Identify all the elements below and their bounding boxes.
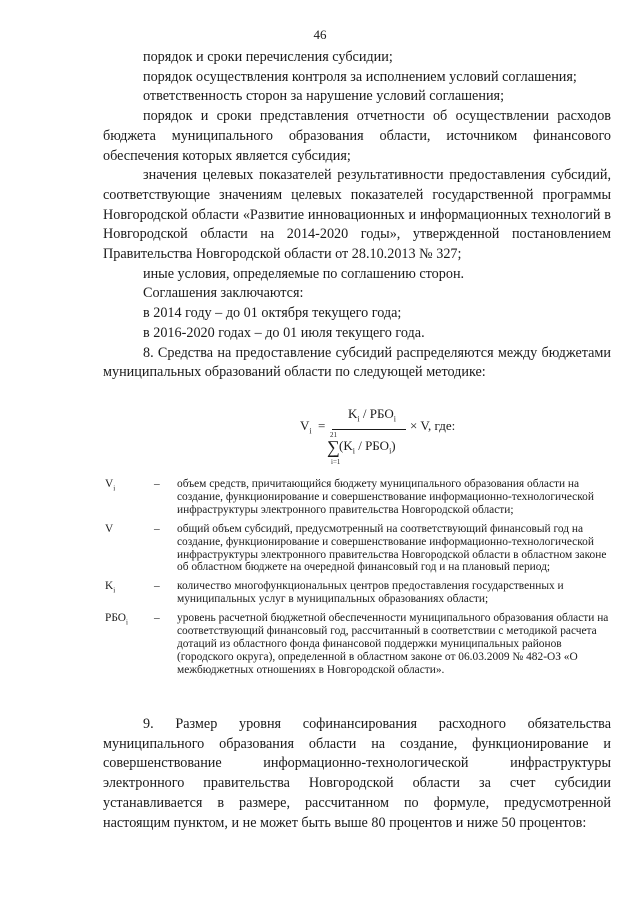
definition-symbol: $РБО_i$ xyxy=(105,612,128,627)
definition-text: общий объем субсидий, предусмотренный на соответствующий финансовый год на создание, функционирование и совершенствование информационно-технологической инфраструктуры электронного правительства Новгородской области в областном законе об областном бюджете на очередной финансовый год и на плановый период; xyxy=(177,522,607,574)
definition-dash: – xyxy=(154,478,160,490)
variable-definitions xyxy=(105,478,615,677)
definition-rbo xyxy=(105,612,615,677)
definition-text: уровень расчетной бюджетной обеспеченности муниципального образования области на соответствующий финансовый год, рассчитанный в соответствии с методикой расчета дотаций из областного фонда финансовой поддержки муниципальных районов (городского округа), определенной в областном законе от 06.03.2009 № 482-ОЗ «О межбюджетных отношениях в Новгородской области». xyxy=(177,612,609,676)
paragraph-control-procedure: порядок осуществления контроля за исполнением условий соглашения; xyxy=(143,68,577,85)
sum-lower-limit: i=1 xyxy=(331,458,341,466)
formula-equals: = xyxy=(318,418,326,433)
definition-symbol: $V_i$ xyxy=(105,478,116,493)
paragraph-deadline-2016-2020: в 2016-2020 годах – до 01 июля текущего года. xyxy=(143,324,425,341)
definition-text: количество многофункциональных центров предоставления государственных и муниципальных услуг в муниципальных образованиях области; xyxy=(177,580,564,606)
formula-tail: × V, где: xyxy=(410,418,456,433)
definition-ki xyxy=(105,580,615,606)
paragraph-transfer-terms: порядок и сроки перечисления субсидии; xyxy=(143,49,393,65)
formula-numerator: $K_i / РБО_i$ xyxy=(348,406,396,424)
formula-denominator: $(K_i / РБО_i)$ xyxy=(339,438,396,456)
document-body xyxy=(103,48,611,383)
definition-vi xyxy=(105,478,615,517)
definition-v xyxy=(105,523,615,575)
definition-symbol: $K_i$ xyxy=(105,580,116,595)
sum-sigma: ∑ xyxy=(327,437,340,457)
page-number: 46 xyxy=(313,27,327,42)
definition-symbol: V xyxy=(105,522,114,535)
paragraph-9-section xyxy=(103,715,611,833)
paragraph-reporting: порядок и сроки представления отчетности об осуществлении расходов бюджета муниципального образования области, источником финансового обеспечения которых является субсидия; xyxy=(103,108,611,164)
sum-upper-limit: 21 xyxy=(330,431,337,439)
paragraph-agreements-concluded: Соглашения заключаются: xyxy=(143,285,304,302)
definition-text: объем средств, причитающийся бюджету муниципального образования области на создание, функционирование и совершенствование информационно-технологической инфраструктуры электронного правительства Новгородской области; xyxy=(177,478,594,516)
definition-dash: – xyxy=(154,522,160,535)
definition-dash: – xyxy=(154,580,160,593)
paragraph-liability: ответственность сторон за нарушение условий соглашения; xyxy=(143,88,505,105)
paragraph-other-conditions: иные условия, определяемые по соглашению сторон. xyxy=(143,265,465,282)
paragraph-8-method: 8. Средства на предоставление субсидий распределяются между бюджетами муниципальных образований области по следующей методике: xyxy=(103,344,611,381)
paragraph-deadline-2014: в 2014 году – до 01 октября текущего года; xyxy=(143,305,402,322)
fraction-line xyxy=(332,429,406,430)
definition-dash: – xyxy=(154,612,160,625)
formula-lhs: $V_i$ xyxy=(300,418,312,436)
allocation-formula xyxy=(300,404,630,470)
paragraph-9: 9. Размер уровня софинансирования расходного обязательства муниципального образования области на создание, функционирование и совершенствование информационно-технологической инфраструктуры электронного правительства Новгородской области за счет субсидии устанавливается в размере, рассчитанном по формуле, предусмотренной настоящим пунктом, и не может быть выше 80 процентов и ниже 50 процентов: xyxy=(103,716,611,831)
paragraph-target-indicators: значения целевых показателей результативности предоставления субсидий, соответствующие значениям целевых показателей государственной программы Новгородской области «Развитие инновационных и информационных технологий в Новгородской области на 2014-2020 годы», утвержденной постановлением Правительства Новгородской области от 28.10.2013 № 327; xyxy=(103,167,611,263)
